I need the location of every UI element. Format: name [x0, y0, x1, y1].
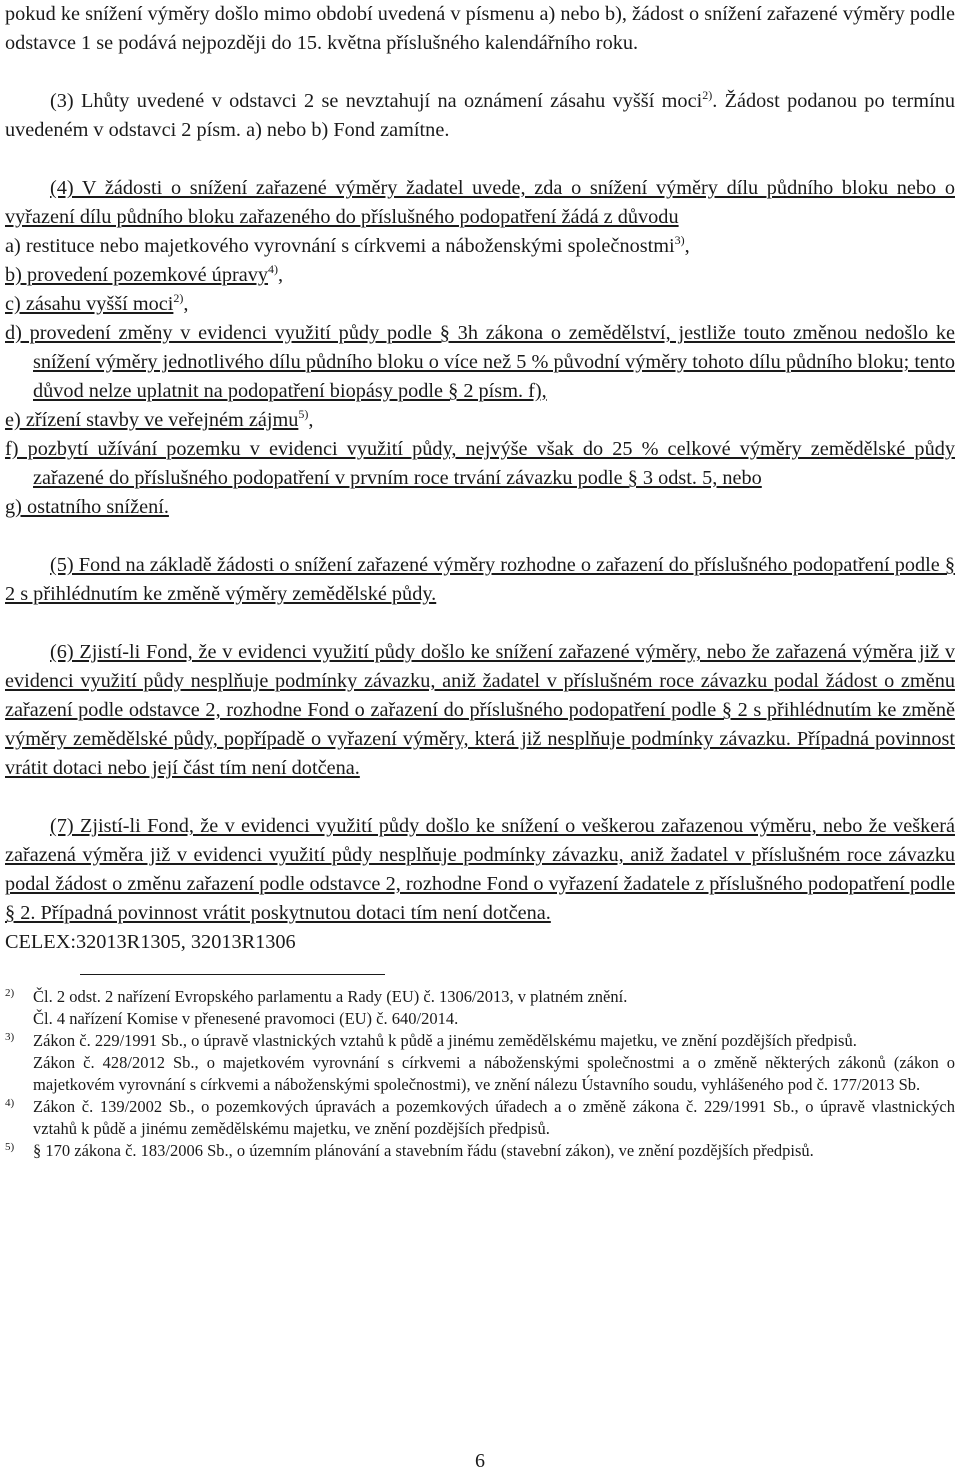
- list-item-f: [5, 435, 955, 493]
- paragraph-3-text-a: (3) Lhůty uvedené v odstavci 2 se nevztahují na oznámení zásahu vyšší moci: [50, 90, 703, 112]
- footnote-2: [5, 986, 955, 1030]
- list-item-b-end: ,: [278, 264, 284, 286]
- list-item-b-text: b) provedení pozemkové úpravy: [5, 264, 269, 286]
- list-item-d-text: d) provedení změny v evidenci využití půdy podle § 3h zákona o zemědělství, jestliže touto změnou nedošlo ke snížení výměry jednotlivého dílu půdního bloku o více než 5 % původní výměry tohoto dílu půdního bloku; tento důvod nelze uplatnit na podopatření biopásy podle § 2 písm. f),: [5, 322, 955, 402]
- footnote-3: [5, 1030, 955, 1096]
- list-item-g: [5, 493, 955, 522]
- paragraph-4-intro: [5, 174, 955, 232]
- footnote-5: [5, 1140, 955, 1162]
- list-item-c-end: ,: [183, 293, 189, 315]
- footnote-ref-4[interactable]: 4): [268, 262, 279, 277]
- footnote-2-line-1: Čl. 2 odst. 2 nařízení Evropského parlamentu a Rady (EU) č. 1306/2013, v platném znění.: [33, 987, 628, 1006]
- paragraph-7: [5, 812, 955, 928]
- document-body: [5, 0, 955, 957]
- footnote-ref-2b[interactable]: 2): [173, 291, 184, 306]
- footnotes: [5, 986, 955, 1162]
- footnote-3-mark: 3): [5, 1031, 15, 1043]
- footnote-ref-3[interactable]: 3): [674, 233, 685, 248]
- list-item-a: [5, 232, 955, 261]
- footnote-4-line-1: Zákon č. 139/2002 Sb., o pozemkových úpravách a pozemkových úřadech a o změně zákona č. 229/1991 Sb., o úpravě vlastnických vztahů k půdě a jinému zemědělskému majetku, ve znění pozdějších předpisů.: [33, 1097, 955, 1138]
- continuation-paragraph: [5, 0, 955, 58]
- paragraph-7-text: (7) Zjistí-li Fond, že v evidenci využití půdy došlo ke snížení o veškerou zařazenou výměru, nebo že veškerá zařazená výměra již v evidenci využití půdy nesplňuje podmínky závazku, aniž žadatel v příslušném roce závazku podal žádost o změnu zařazení podle odstavce 2, rozhodne Fond o vyřazení žadatele z příslušného podopatření podle § 2. Případná povinnost vrátit poskytnutou dotaci tím není dotčena.: [5, 815, 955, 924]
- footnote-5-line-1: § 170 zákona č. 183/2006 Sb., o územním plánování a stavebním řádu (stavební zákon), ve znění pozdějších předpisů.: [33, 1141, 814, 1160]
- list-item-b: [5, 261, 955, 290]
- footnote-2-mark: 2): [5, 987, 15, 999]
- paragraph-4-list: [5, 232, 955, 522]
- page-number: 6: [475, 1450, 485, 1472]
- paragraph-4-intro-text: (4) V žádosti o snížení zařazené výměry žadatel uvede, zda o snížení výměry dílu půdního bloku nebo o vyřazení dílu půdního bloku zařazeného do příslušného podopatření žádá z důvodu: [5, 177, 955, 228]
- list-item-c: [5, 290, 955, 319]
- continuation-text: pokud ke snížení výměry došlo mimo období uvedená v písmenu a) nebo b), žádost o snížení zařazené výměry podle odstavce 1 se podává nejpozději do 15. května příslušného kalendářního roku.: [5, 3, 955, 54]
- footnote-5-mark: 5): [5, 1141, 15, 1153]
- list-item-e-end: ,: [308, 409, 314, 431]
- list-item-a-text: a) restituce nebo majetkového vyrovnání s církvemi a náboženskými společnostmi: [5, 235, 675, 257]
- footnote-4: [5, 1096, 955, 1140]
- footnote-separator: [80, 974, 385, 975]
- paragraph-6: [5, 638, 955, 783]
- list-item-g-text: g) ostatního snížení.: [5, 496, 169, 518]
- paragraph-5-text: (5) Fond na základě žádosti o snížení zařazené výměry rozhodne o zařazení do příslušného podopatření podle § 2 s přihlédnutím ke změně výměry zemědělské půdy.: [5, 554, 955, 605]
- footnote-4-mark: 4): [5, 1097, 15, 1109]
- paragraph-5: [5, 551, 955, 609]
- footnote-3-line-2: Zákon č. 428/2012 Sb., o majetkovém vyrovnání s církvemi a náboženskými společnostmi a o změně některých zákonů (zákon o majetkovém vyrovnání s církvemi a náboženskými společnostmi), ve znění nálezu Ústavního soudu, vyhlášeného pod č. 177/2013 Sb.: [33, 1053, 955, 1094]
- list-item-e: [5, 406, 955, 435]
- footnote-ref-2[interactable]: 2): [702, 88, 713, 103]
- list-item-a-end: ,: [684, 235, 690, 257]
- footnote-ref-5[interactable]: 5): [298, 407, 309, 422]
- list-item-e-text: e) zřízení stavby ve veřejném zájmu: [5, 409, 299, 431]
- footnote-3-line-1: Zákon č. 229/1991 Sb., o úpravě vlastnických vztahů k půdě a jinému zemědělskému majetku, ve znění pozdějších předpisů.: [33, 1031, 857, 1050]
- document-page: [5, 0, 955, 1472]
- list-item-c-text: c) zásahu vyšší moci: [5, 293, 174, 315]
- paragraph-6-text: (6) Zjistí-li Fond, že v evidenci využití půdy došlo ke snížení zařazené výměry, nebo že zařazená výměra již v evidenci využití půdy nesplňuje podmínky závazku, aniž žadatel v příslušném roce závazku podal žádost o změnu zařazení podle odstavce 2, rozhodne Fond o zařazení do příslušného podopatření podle § 2 s přihlédnutím ke změně výměry zemědělské půdy, popřípadě o vyřazení výměry, která již nesplňuje podmínky závazku. Případná povinnost vrátit dotaci nebo její část tím není dotčena.: [5, 641, 955, 779]
- paragraph-3: [5, 87, 955, 145]
- list-item-d: [5, 319, 955, 406]
- paragraph-3-text-b: . Žádost podanou po termínu uvedeném v odstavci 2 písm. a) nebo b) Fond zamítne.: [5, 90, 955, 141]
- celex-reference: CELEX:32013R1305, 32013R1306: [5, 931, 296, 953]
- list-item-f-text: f) pozbytí užívání pozemku v evidenci využití půdy, nejvýše však do 25 % celkové výměry zemědělské půdy zařazené do příslušného podopatření v prvním roce trvání závazku podle § 3 odst. 5, nebo: [5, 438, 955, 489]
- footnote-2-line-2: Čl. 4 nařízení Komise v přenesené pravomoci (EU) č. 640/2014.: [33, 1009, 459, 1028]
